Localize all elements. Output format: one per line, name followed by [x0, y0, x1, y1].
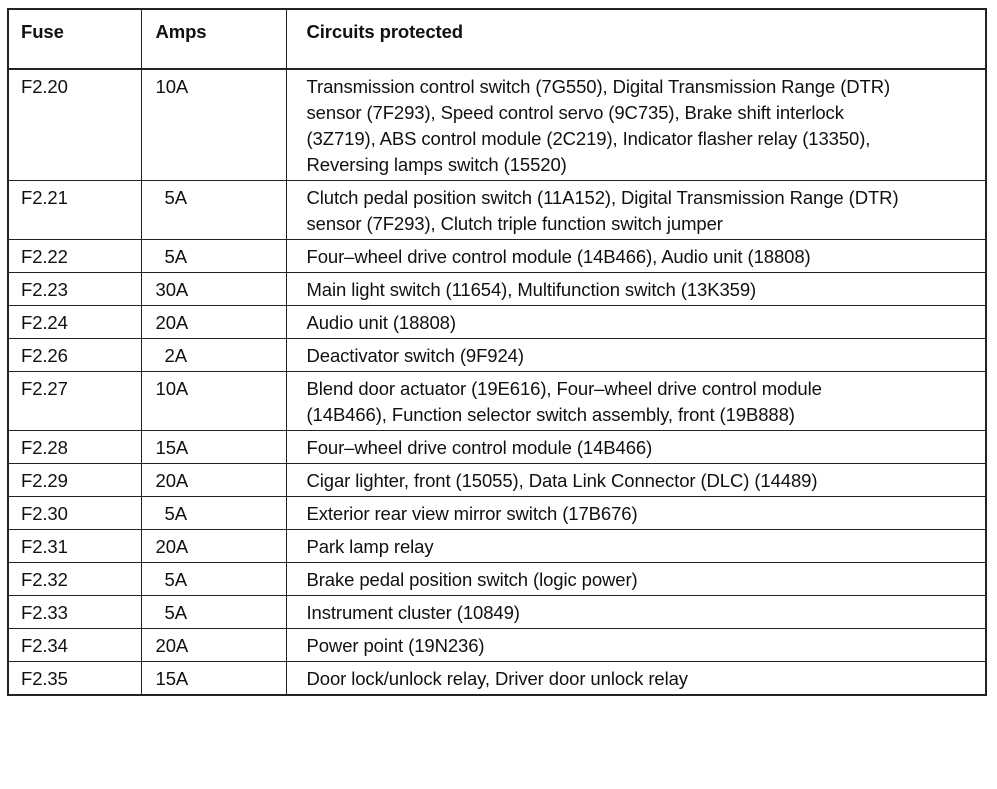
fuse-cell: F2.24: [8, 306, 141, 339]
circuits-line: Clutch pedal position switch (11A152), Digital Transmission Range (DTR): [306, 187, 899, 208]
fuse-cell: F2.29: [8, 464, 141, 497]
fuse-cell: F2.27: [8, 372, 141, 431]
fuse-cell: F2.22: [8, 240, 141, 273]
header-amps: Amps: [141, 9, 286, 69]
circuits-cell: [286, 563, 986, 596]
circuits-cell: [286, 339, 986, 372]
fuse-cell: F2.28: [8, 431, 141, 464]
circuits-line: Reversing lamps switch (15520): [306, 154, 567, 175]
circuits-cell: [286, 240, 986, 273]
table-row: [8, 629, 986, 662]
fuse-cell: F2.35: [8, 662, 141, 696]
amps-cell: 20A: [141, 530, 286, 563]
fuse-cell: F2.31: [8, 530, 141, 563]
circuits-line: sensor (7F293), Clutch triple function switch jumper: [306, 213, 723, 234]
amps-cell: 10A: [141, 372, 286, 431]
fuse-cell: F2.33: [8, 596, 141, 629]
amps-cell: 5A: [141, 497, 286, 530]
circuits-line: Park lamp relay: [306, 536, 434, 557]
header-circuits: Circuits protected: [286, 9, 986, 69]
fuse-cell: F2.30: [8, 497, 141, 530]
amps-cell: 5A: [141, 181, 286, 240]
table-row: [8, 464, 986, 497]
amps-cell: 5A: [141, 563, 286, 596]
circuits-cell: [286, 69, 986, 181]
fuse-cell: F2.23: [8, 273, 141, 306]
amps-cell: 15A: [141, 662, 286, 696]
table-row: [8, 69, 986, 181]
circuits-line: Four–wheel drive control module (14B466): [306, 437, 653, 458]
circuits-line: Audio unit (18808): [306, 312, 456, 333]
circuits-cell: [286, 497, 986, 530]
table-row: [8, 339, 986, 372]
circuits-cell: [286, 181, 986, 240]
circuits-line: (14B466), Function selector switch assembly, front (19B888): [306, 404, 795, 425]
fuse-table: [7, 8, 987, 696]
circuits-line: Instrument cluster (10849): [306, 602, 520, 623]
header-fuse: Fuse: [8, 9, 141, 69]
fuse-cell: F2.32: [8, 563, 141, 596]
fuse-cell: F2.34: [8, 629, 141, 662]
circuits-cell: [286, 273, 986, 306]
amps-cell: 2A: [141, 339, 286, 372]
table-row: [8, 273, 986, 306]
circuits-line: Power point (19N236): [306, 635, 485, 656]
circuits-line: sensor (7F293), Speed control servo (9C735), Brake shift interlock: [306, 102, 844, 123]
circuits-line: Exterior rear view mirror switch (17B676): [306, 503, 638, 524]
circuits-line: Four–wheel drive control module (14B466), Audio unit (18808): [306, 246, 811, 267]
table-row: [8, 596, 986, 629]
circuits-line: Door lock/unlock relay, Driver door unlock relay: [306, 668, 688, 689]
circuits-line: Blend door actuator (19E616), Four–wheel drive control module: [306, 378, 822, 399]
fuse-cell: F2.20: [8, 69, 141, 181]
circuits-cell: [286, 306, 986, 339]
circuits-cell: [286, 372, 986, 431]
circuits-cell: [286, 662, 986, 696]
circuits-cell: [286, 464, 986, 497]
amps-cell: 20A: [141, 464, 286, 497]
circuits-cell: [286, 596, 986, 629]
circuits-cell: [286, 629, 986, 662]
circuits-line: Transmission control switch (7G550), Digital Transmission Range (DTR): [306, 76, 891, 97]
fuse-cell: F2.26: [8, 339, 141, 372]
circuits-cell: [286, 431, 986, 464]
table-row: [8, 497, 986, 530]
fuse-cell: F2.21: [8, 181, 141, 240]
amps-cell: 20A: [141, 629, 286, 662]
circuits-line: Deactivator switch (9F924): [306, 345, 524, 366]
table-row: [8, 431, 986, 464]
circuits-line: Cigar lighter, front (15055), Data Link Connector (DLC) (14489): [306, 470, 818, 491]
table-row: [8, 563, 986, 596]
circuits-cell: [286, 530, 986, 563]
table-row: [8, 181, 986, 240]
table-row: [8, 306, 986, 339]
table-row: [8, 372, 986, 431]
circuits-line: (3Z719), ABS control module (2C219), Indicator flasher relay (13350),: [306, 128, 871, 149]
amps-cell: 10A: [141, 69, 286, 181]
amps-cell: 15A: [141, 431, 286, 464]
table-row: [8, 240, 986, 273]
circuits-line: Brake pedal position switch (logic power): [306, 569, 638, 590]
table-row: [8, 530, 986, 563]
amps-cell: 30A: [141, 273, 286, 306]
amps-cell: 20A: [141, 306, 286, 339]
amps-cell: 5A: [141, 596, 286, 629]
circuits-line: Main light switch (11654), Multifunction switch (13K359): [306, 279, 757, 300]
table-body: [8, 69, 986, 695]
table-row: [8, 662, 986, 696]
amps-cell: 5A: [141, 240, 286, 273]
header-row: [8, 9, 986, 69]
